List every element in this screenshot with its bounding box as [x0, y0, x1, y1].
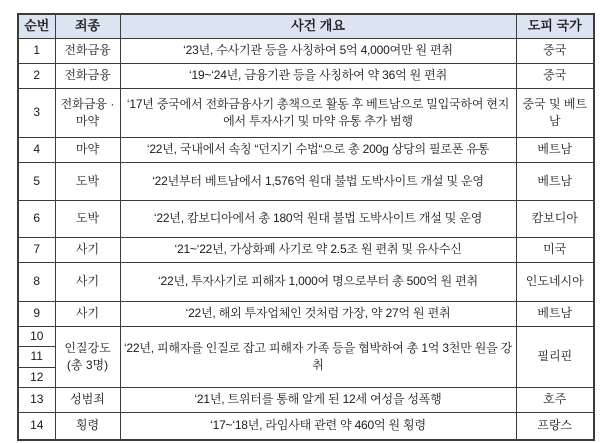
case-no-cell: 14 — [18, 413, 55, 440]
case-no-cell: 13 — [18, 388, 55, 413]
col-header-summary: 사건 개요 — [120, 14, 516, 39]
crime-type-cell: 횡령 — [55, 413, 120, 440]
country-cell: 중국 — [516, 64, 594, 89]
crime-type-cell: 성범죄 — [55, 388, 120, 413]
case-no-cell: 9 — [18, 302, 55, 327]
case-summary-cell: ‘23년, 수사기관 등을 사칭하여 5억 4,000여만 원 편취 — [120, 39, 516, 64]
case-row-1 — [18, 39, 594, 64]
case-row-3 — [18, 89, 594, 138]
col-header-crime: 죄종 — [55, 14, 120, 39]
col-header-country: 도피 국가 — [516, 14, 594, 39]
country-cell: 중국 및 베트남 — [516, 89, 594, 138]
country-cell: 필리핀 — [516, 327, 594, 388]
country-cell: 베트남 — [516, 138, 594, 163]
country-cell: 인도네시아 — [516, 263, 594, 302]
country-cell: 중국 — [516, 39, 594, 64]
case-summary-cell: ‘22년부터 베트남에서 1,576억 원대 불법 도박사이트 개설 및 운영 — [120, 163, 516, 201]
case-summary-cell: ‘22년, 투자사기로 피해자 1,000여 명으로부터 총 500억 원 편취 — [120, 263, 516, 302]
header-row — [18, 14, 594, 39]
country-cell: 프랑스 — [516, 413, 594, 440]
case-summary-cell: ‘17~‘18년, 라임사태 관련 약 460억 원 횡령 — [120, 413, 516, 440]
case-summary-cell: ‘21~‘22년, 가상화폐 사기로 약 2.5조 원 편취 및 유사수신 — [120, 238, 516, 263]
case-no-cell: 1 — [18, 39, 55, 64]
case-summary-cell: ‘22년, 해외 투자업체인 것처럼 가장, 약 27억 원 편취 — [120, 302, 516, 327]
case-summary-cell: ‘22년, 국내에서 속칭 “던지기 수법“으로 총 200g 상당의 필로폰 유통 — [120, 138, 516, 163]
case-row-8 — [18, 263, 594, 302]
country-cell: 베트남 — [516, 163, 594, 201]
crime-type-cell: 사기 — [55, 263, 120, 302]
crime-type-cell: 인질강도 (총 3명) — [55, 327, 120, 388]
crime-type-cell: 마약 — [55, 138, 120, 163]
country-cell: 베트남 — [516, 302, 594, 327]
case-row-9 — [18, 302, 594, 327]
crime-type-cell: 사기 — [55, 302, 120, 327]
case-row-14 — [18, 413, 594, 440]
case-no-cell: 7 — [18, 238, 55, 263]
case-no-cell: 6 — [18, 201, 55, 238]
case-no-cell: 4 — [18, 138, 55, 163]
country-cell: 캄보디아 — [516, 201, 594, 238]
crime-type-cell: 도박 — [55, 163, 120, 201]
country-cell: 호주 — [516, 388, 594, 413]
case-row-5 — [18, 163, 594, 201]
case-summary-cell: ‘21년, 트위터를 통해 알게 된 12세 여성을 성폭행 — [120, 388, 516, 413]
case-row-6 — [18, 201, 594, 238]
case-row-7 — [18, 238, 594, 263]
case-no-cell: 3 — [18, 89, 55, 138]
case-summary-cell: ‘17년 중국에서 전화금융사기 총책으로 활동 후 베트남으로 밀입국하여 현지에서 투자사기 및 마약 유통 추가 범행 — [120, 89, 516, 138]
fugitive-cases-table — [17, 13, 595, 441]
case-row-10 — [18, 327, 594, 347]
case-summary-cell: ‘19~‘24년, 금융기관 등을 사칭하여 약 36억 원 편취 — [120, 64, 516, 89]
case-no-cell: 8 — [18, 263, 55, 302]
country-cell: 미국 — [516, 238, 594, 263]
case-no-cell: 2 — [18, 64, 55, 89]
case-row-4 — [18, 138, 594, 163]
case-no-cell: 10 — [18, 327, 55, 347]
crime-type-cell: 전화금융 — [55, 64, 120, 89]
case-row-13 — [18, 388, 594, 413]
case-no-cell: 5 — [18, 163, 55, 201]
case-no-cell: 11 — [18, 347, 55, 367]
case-summary-cell: ‘22년, 캄보디아에서 총 180억 원대 불법 도박사이트 개설 및 운영 — [120, 201, 516, 238]
crime-type-cell: 사기 — [55, 238, 120, 263]
col-header-no: 순번 — [18, 14, 55, 39]
crime-type-cell: 전화금융 · 마약 — [55, 89, 120, 138]
case-row-2 — [18, 64, 594, 89]
case-summary-cell: ‘22년, 피해자를 인질로 잡고 피해자 가족 등을 협박하여 총 1억 3천만 원을 강취 — [120, 327, 516, 388]
case-no-cell: 12 — [18, 367, 55, 387]
fugitive-cases-table-container — [17, 13, 595, 441]
crime-type-cell: 도박 — [55, 201, 120, 238]
crime-type-cell: 전화금융 — [55, 39, 120, 64]
